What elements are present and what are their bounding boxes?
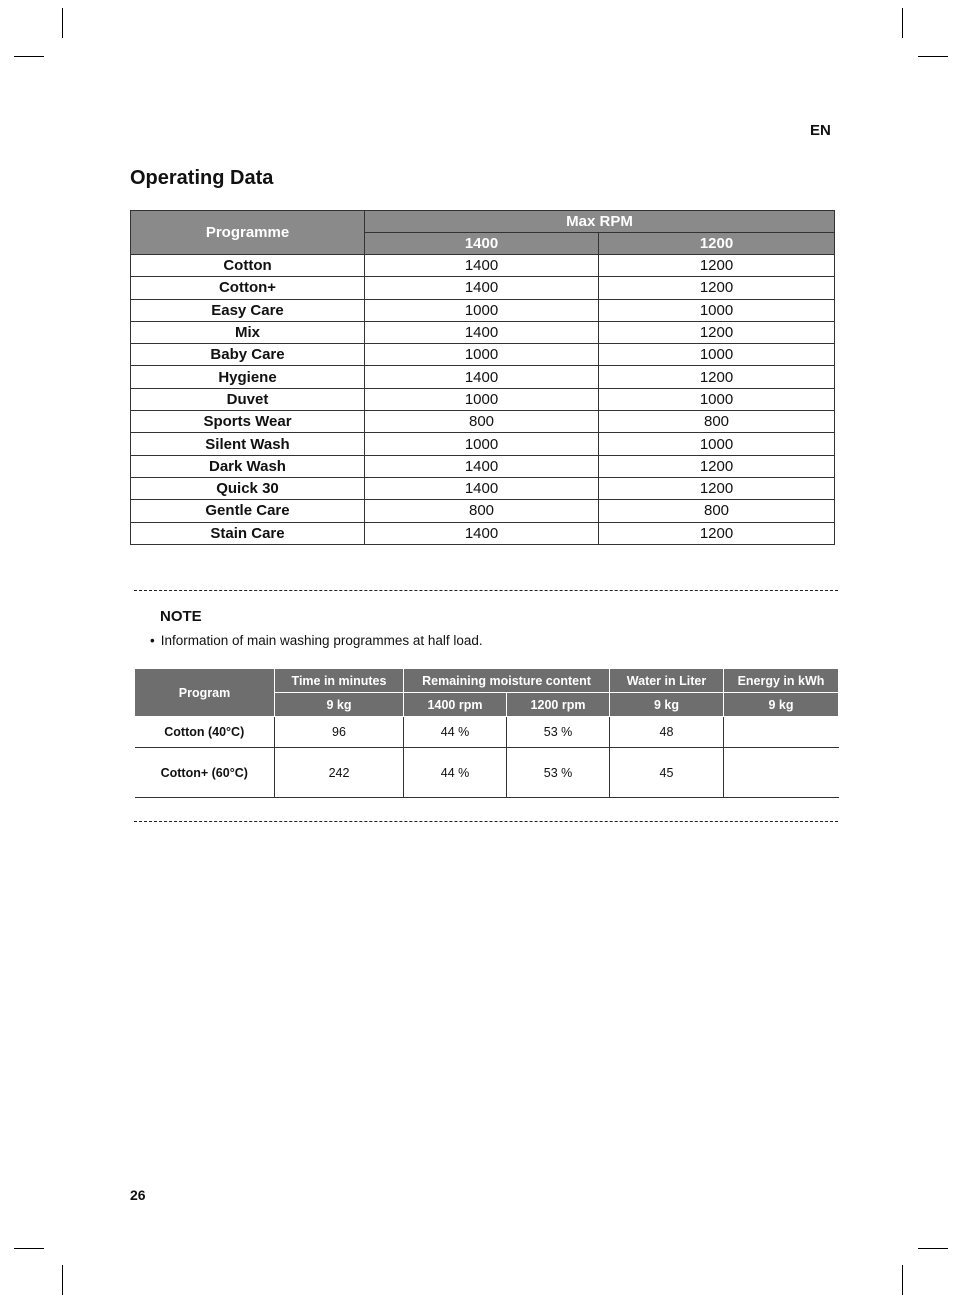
table-row bbox=[131, 411, 835, 433]
language-label: EN bbox=[810, 122, 831, 139]
rpm-value: 800 bbox=[599, 411, 835, 433]
rpm-value: 1200 bbox=[599, 321, 835, 343]
water-load-header: 9 kg bbox=[610, 693, 724, 717]
moisture-1400-value: 44 % bbox=[404, 717, 507, 748]
rpm-value: 1200 bbox=[599, 255, 835, 277]
rpm-value: 1200 bbox=[599, 366, 835, 388]
water-value: 48 bbox=[610, 717, 724, 748]
water-header: Water in Liter bbox=[610, 669, 724, 693]
table-row bbox=[131, 344, 835, 366]
table-row bbox=[131, 500, 835, 522]
table-row bbox=[131, 388, 835, 410]
rpm-value: 1000 bbox=[599, 344, 835, 366]
rpm-1200-header: 1200 bbox=[599, 233, 835, 255]
note-text: Information of main washing programmes at half load. bbox=[160, 633, 483, 648]
crop-mark bbox=[918, 56, 948, 57]
programme-name: Baby Care bbox=[131, 344, 365, 366]
rpm-value: 1000 bbox=[365, 388, 599, 410]
crop-mark bbox=[62, 8, 63, 38]
time-header: Time in minutes bbox=[275, 669, 404, 693]
note-bullet-item bbox=[150, 633, 483, 648]
table-row bbox=[131, 277, 835, 299]
table-row bbox=[131, 477, 835, 499]
section-title: Operating Data bbox=[130, 167, 274, 189]
water-value: 45 bbox=[610, 748, 724, 798]
table-row bbox=[131, 455, 835, 477]
crop-mark bbox=[918, 1248, 948, 1249]
programme-name: Cotton+ bbox=[131, 277, 365, 299]
time-value: 96 bbox=[275, 717, 404, 748]
table-row bbox=[131, 366, 835, 388]
crop-mark bbox=[902, 8, 903, 38]
programme-name: Hygiene bbox=[131, 366, 365, 388]
max-rpm-table bbox=[130, 210, 835, 545]
rpm-value: 1000 bbox=[599, 433, 835, 455]
dashed-divider bbox=[134, 590, 838, 591]
moisture-1400-header: 1400 rpm bbox=[404, 693, 507, 717]
programme-header: Programme bbox=[131, 211, 365, 255]
note-title: NOTE bbox=[160, 608, 202, 625]
half-load-table bbox=[134, 668, 839, 798]
moisture-1400-value: 44 % bbox=[404, 748, 507, 798]
moisture-1200-value: 53 % bbox=[507, 748, 610, 798]
rpm-value: 1000 bbox=[599, 299, 835, 321]
rpm-value: 1000 bbox=[365, 344, 599, 366]
programme-name: Dark Wash bbox=[131, 455, 365, 477]
rpm-value: 1400 bbox=[365, 477, 599, 499]
moisture-1200-header: 1200 rpm bbox=[507, 693, 610, 717]
rpm-value: 1000 bbox=[365, 299, 599, 321]
rpm-value: 1200 bbox=[599, 522, 835, 544]
rpm-value: 1200 bbox=[599, 477, 835, 499]
programme-name: Cotton bbox=[131, 255, 365, 277]
crop-mark bbox=[902, 1265, 903, 1295]
crop-mark bbox=[14, 56, 44, 57]
energy-value bbox=[724, 717, 839, 748]
programme-name: Gentle Care bbox=[131, 500, 365, 522]
rpm-value: 800 bbox=[365, 411, 599, 433]
time-value: 242 bbox=[275, 748, 404, 798]
rpm-value: 1200 bbox=[599, 455, 835, 477]
programme-name: Easy Care bbox=[131, 299, 365, 321]
max-rpm-header: Max RPM bbox=[365, 211, 835, 233]
moisture-1200-value: 53 % bbox=[507, 717, 610, 748]
rpm-value: 800 bbox=[599, 500, 835, 522]
crop-mark bbox=[14, 1248, 44, 1249]
programme-name: Silent Wash bbox=[131, 433, 365, 455]
crop-mark bbox=[62, 1265, 63, 1295]
dashed-divider bbox=[134, 821, 838, 822]
table-row bbox=[131, 433, 835, 455]
table-row bbox=[135, 748, 839, 798]
program-header: Program bbox=[135, 669, 275, 717]
page-number: 26 bbox=[130, 1187, 146, 1203]
programme-name: Stain Care bbox=[131, 522, 365, 544]
table-row bbox=[131, 255, 835, 277]
rpm-value: 1400 bbox=[365, 366, 599, 388]
rpm-value: 1200 bbox=[599, 277, 835, 299]
energy-value bbox=[724, 748, 839, 798]
programme-name: Sports Wear bbox=[131, 411, 365, 433]
rpm-value: 1400 bbox=[365, 522, 599, 544]
energy-header: Energy in kWh bbox=[724, 669, 839, 693]
rpm-value: 1000 bbox=[365, 433, 599, 455]
time-load-header: 9 kg bbox=[275, 693, 404, 717]
table-row bbox=[131, 321, 835, 343]
bullet-icon: • bbox=[150, 633, 155, 648]
programme-name: Duvet bbox=[131, 388, 365, 410]
table-row bbox=[131, 522, 835, 544]
table-row bbox=[131, 299, 835, 321]
rpm-value: 800 bbox=[365, 500, 599, 522]
energy-load-header: 9 kg bbox=[724, 693, 839, 717]
program-name: Cotton (40°C) bbox=[135, 717, 275, 748]
rpm-1400-header: 1400 bbox=[365, 233, 599, 255]
programme-name: Mix bbox=[131, 321, 365, 343]
moisture-header: Remaining moisture content bbox=[404, 669, 610, 693]
rpm-value: 1400 bbox=[365, 455, 599, 477]
rpm-value: 1400 bbox=[365, 277, 599, 299]
program-name: Cotton+ (60°C) bbox=[135, 748, 275, 798]
rpm-value: 1400 bbox=[365, 321, 599, 343]
programme-name: Quick 30 bbox=[131, 477, 365, 499]
table-row bbox=[135, 717, 839, 748]
rpm-value: 1000 bbox=[599, 388, 835, 410]
rpm-value: 1400 bbox=[365, 255, 599, 277]
